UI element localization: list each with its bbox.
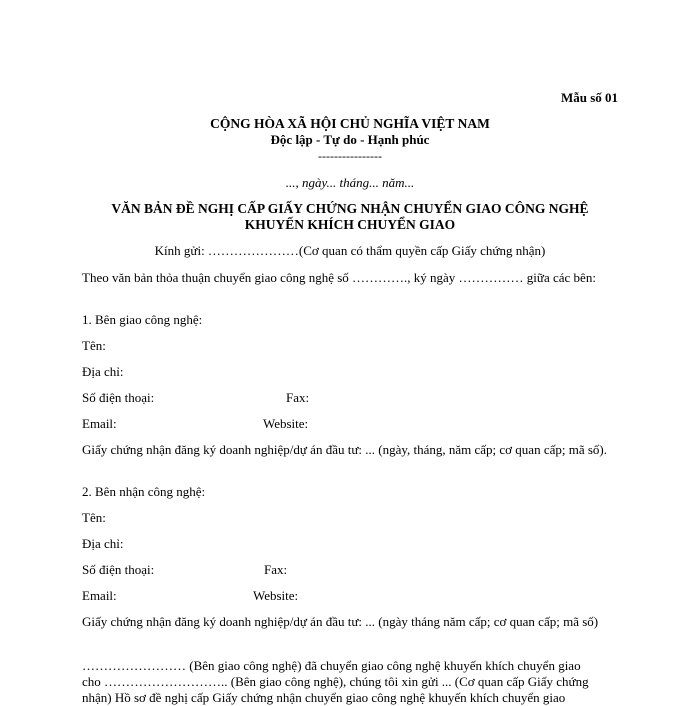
transferor-email-label: Email: [82,416,117,431]
national-motto: Độc lập - Tự do - Hạnh phúc [270,132,430,147]
national-title: CỘNG HÒA XÃ HỘI CHỦ NGHĨA VIỆT NAM [210,116,490,131]
transferee-address-label: Địa chỉ: [82,536,124,551]
transferee-website-label: Website: [253,588,299,603]
transferor-fax-label: Fax: [286,390,310,405]
transferee-phone-label: Số điện thoại: [82,562,155,577]
closing-line-2: cho ……………………….. (Bên giao công nghệ), chúng tôi xin gửi ... (Cơ quan cấp Giấy chứng [82,674,589,689]
transferee-heading: 2. Bên nhận công nghệ: [82,484,206,499]
transferee-email-label: Email: [82,588,117,603]
closing-line-1: …………………… (Bên giao công nghệ) đã chuyển giao công nghệ khuyến khích chuyển giao [82,658,581,673]
intro-paragraph: Theo văn bản thỏa thuận chuyển giao công nghệ số …………., ký ngày …………… giữa các bên: [82,270,596,285]
header-divider: ---------------- [318,149,382,163]
transferor-website-label: Website: [263,416,309,431]
document-title-line-1: VĂN BẢN ĐỀ NGHỊ CẤP GIẤY CHỨNG NHẬN CHUYỂN GIAO CÔNG NGHỆ [111,201,589,216]
dateline: ..., ngày... tháng... năm... [285,175,415,190]
closing-line-3: nhận) Hồ sơ đề nghị cấp Giấy chứng nhận chuyển giao công nghệ khuyến khích chuyển giao [82,690,566,705]
transferor-phone-label: Số điện thoại: [82,390,155,405]
transferor-certificate: Giấy chứng nhận đăng ký doanh nghiệp/dự án đầu tư: ... (ngày, tháng, năm cấp; cơ quan cấp; mã số). [82,442,608,457]
transferee-fax-label: Fax: [264,562,288,577]
transferor-address-label: Địa chỉ: [82,364,124,379]
transferee-name-label: Tên: [82,510,106,525]
document-title-line-2: KHUYẾN KHÍCH CHUYỂN GIAO [244,217,456,232]
transferee-certificate: Giấy chứng nhận đăng ký doanh nghiệp/dự án đầu tư: ... (ngày tháng năm cấp; cơ quan cấp; mã số) [82,614,599,629]
transferor-name-label: Tên: [82,338,106,353]
recipient-line: Kính gửi: …………………(Cơ quan có thẩm quyền cấp Giấy chứng nhận) [154,243,546,258]
form-number: Mẫu số 01 [560,90,618,105]
transferor-heading: 1. Bên giao công nghệ: [82,312,203,327]
